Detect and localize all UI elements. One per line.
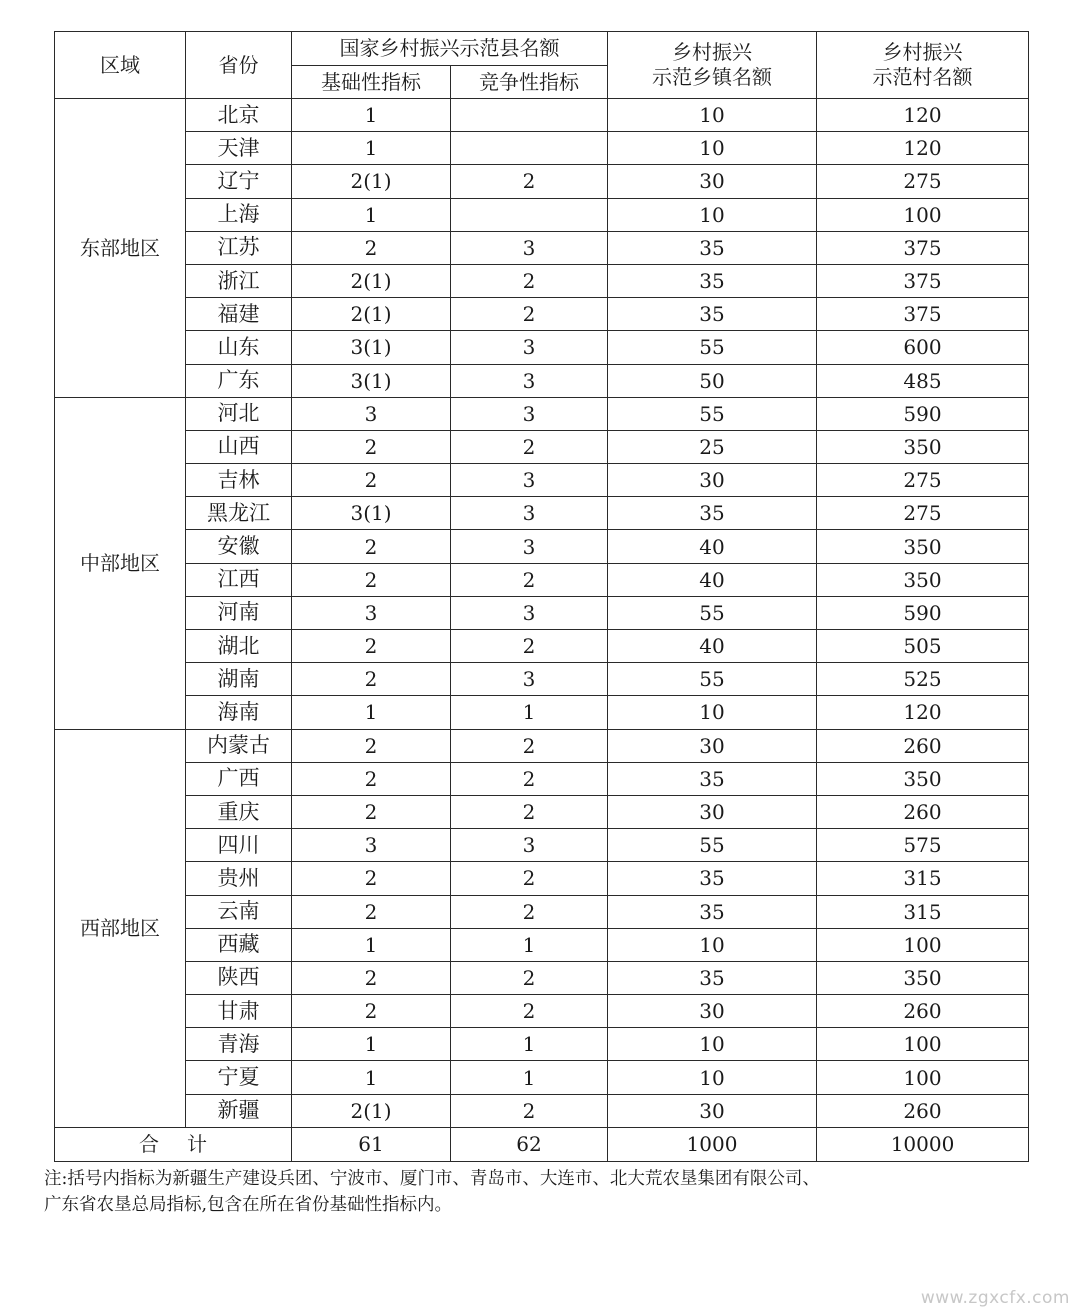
- basic-indicator-cell: 2(1): [292, 165, 451, 198]
- province-cell: 云南: [186, 895, 292, 928]
- table-row: [55, 762, 1029, 795]
- province-cell: 上海: [186, 198, 292, 231]
- basic-indicator-cell: 2: [292, 530, 451, 563]
- province-cell: 广西: [186, 762, 292, 795]
- header-village: [817, 32, 1029, 99]
- competitive-indicator-cell: 3: [451, 497, 608, 530]
- township-quota-cell: 10: [608, 696, 817, 729]
- competitive-indicator-cell: 2: [451, 995, 608, 1028]
- competitive-indicator-cell: 2: [451, 961, 608, 994]
- province-cell: 辽宁: [186, 165, 292, 198]
- township-quota-cell: 25: [608, 430, 817, 463]
- region-cell: 东部地区: [55, 99, 186, 398]
- competitive-indicator-cell: 3: [451, 231, 608, 264]
- competitive-indicator-cell: 2: [451, 264, 608, 297]
- village-quota-cell: 350: [817, 762, 1029, 795]
- table-body: [55, 99, 1029, 1162]
- table-row: [55, 430, 1029, 463]
- basic-indicator-cell: 2: [292, 995, 451, 1028]
- competitive-indicator-cell: 2: [451, 630, 608, 663]
- province-cell: 西藏: [186, 928, 292, 961]
- township-quota-cell: 35: [608, 762, 817, 795]
- village-quota-cell: 120: [817, 99, 1029, 132]
- village-quota-cell: 350: [817, 430, 1029, 463]
- basic-indicator-cell: 3: [292, 596, 451, 629]
- basic-indicator-cell: 2: [292, 762, 451, 795]
- competitive-indicator-cell: 3: [451, 364, 608, 397]
- competitive-indicator-cell: [451, 198, 608, 231]
- basic-indicator-cell: 2: [292, 895, 451, 928]
- basic-indicator-cell: 1: [292, 198, 451, 231]
- province-cell: 北京: [186, 99, 292, 132]
- province-cell: 四川: [186, 829, 292, 862]
- basic-indicator-cell: 3(1): [292, 331, 451, 364]
- basic-indicator-cell: 2: [292, 862, 451, 895]
- township-quota-cell: 40: [608, 530, 817, 563]
- competitive-indicator-cell: 1: [451, 1028, 608, 1061]
- competitive-indicator-cell: 2: [451, 165, 608, 198]
- basic-indicator-cell: 2(1): [292, 1094, 451, 1127]
- province-cell: 甘肃: [186, 995, 292, 1028]
- township-quota-cell: 35: [608, 497, 817, 530]
- competitive-indicator-cell: 3: [451, 331, 608, 364]
- village-quota-cell: 375: [817, 264, 1029, 297]
- competitive-indicator-cell: 2: [451, 762, 608, 795]
- total-row: [55, 1127, 1029, 1161]
- township-quota-cell: 35: [608, 961, 817, 994]
- region-cell: 西部地区: [55, 729, 186, 1127]
- basic-indicator-cell: 2: [292, 961, 451, 994]
- township-quota-cell: 30: [608, 729, 817, 762]
- header-region: 区域: [55, 32, 186, 99]
- table-row: [55, 1061, 1029, 1094]
- village-quota-cell: 275: [817, 165, 1029, 198]
- village-quota-cell: 275: [817, 464, 1029, 497]
- province-cell: 天津: [186, 132, 292, 165]
- basic-indicator-cell: 2: [292, 795, 451, 828]
- table-row: [55, 729, 1029, 762]
- township-quota-cell: 35: [608, 895, 817, 928]
- header-township-line1: 乡村振兴: [672, 40, 752, 64]
- village-quota-cell: 525: [817, 663, 1029, 696]
- quota-table: [54, 31, 1029, 1162]
- table-row: [55, 497, 1029, 530]
- village-quota-cell: 375: [817, 298, 1029, 331]
- township-quota-cell: 30: [608, 165, 817, 198]
- village-quota-cell: 350: [817, 961, 1029, 994]
- province-cell: 重庆: [186, 795, 292, 828]
- competitive-indicator-cell: 2: [451, 729, 608, 762]
- province-cell: 新疆: [186, 1094, 292, 1127]
- village-quota-cell: 100: [817, 1061, 1029, 1094]
- village-quota-cell: 120: [817, 696, 1029, 729]
- basic-indicator-cell: 1: [292, 99, 451, 132]
- table-row: [55, 795, 1029, 828]
- competitive-indicator-cell: 3: [451, 596, 608, 629]
- total-township-cell: 1000: [608, 1127, 817, 1161]
- table-row: [55, 132, 1029, 165]
- township-quota-cell: 10: [608, 1028, 817, 1061]
- table-row: [55, 961, 1029, 994]
- township-quota-cell: 30: [608, 1094, 817, 1127]
- township-quota-cell: 10: [608, 198, 817, 231]
- watermark: www.zgxcfx.com: [920, 1288, 1070, 1308]
- village-quota-cell: 590: [817, 596, 1029, 629]
- province-cell: 湖北: [186, 630, 292, 663]
- village-quota-cell: 260: [817, 1094, 1029, 1127]
- table-row: [55, 995, 1029, 1028]
- village-quota-cell: 375: [817, 231, 1029, 264]
- footnote-line-1: 注:括号内指标为新疆生产建设兵团、宁波市、厦门市、青岛市、大连市、北大荒农垦集团有限公司、: [44, 1169, 820, 1189]
- village-quota-cell: 260: [817, 729, 1029, 762]
- table-row: [55, 99, 1029, 132]
- header-county-group: 国家乡村振兴示范县名额: [292, 32, 608, 66]
- basic-indicator-cell: 2: [292, 464, 451, 497]
- header-county-basic: 基础性指标: [292, 66, 451, 99]
- basic-indicator-cell: 3(1): [292, 497, 451, 530]
- province-cell: 安徽: [186, 530, 292, 563]
- header-county-competitive: 竞争性指标: [451, 66, 608, 99]
- total-label: 合计: [139, 1132, 235, 1157]
- competitive-indicator-cell: 3: [451, 397, 608, 430]
- township-quota-cell: 40: [608, 563, 817, 596]
- footnote-line-2: 广东省农垦总局指标,包含在所在省份基础性指标内。: [44, 1195, 453, 1215]
- province-cell: 山西: [186, 430, 292, 463]
- competitive-indicator-cell: 2: [451, 895, 608, 928]
- competitive-indicator-cell: 2: [451, 795, 608, 828]
- header-province: 省份: [186, 32, 292, 99]
- basic-indicator-cell: 3(1): [292, 364, 451, 397]
- basic-indicator-cell: 1: [292, 928, 451, 961]
- village-quota-cell: 315: [817, 895, 1029, 928]
- table-row: [55, 1028, 1029, 1061]
- header-township-line2: 示范乡镇名额: [652, 65, 772, 89]
- village-quota-cell: 350: [817, 563, 1029, 596]
- table-row: [55, 231, 1029, 264]
- basic-indicator-cell: 2: [292, 729, 451, 762]
- village-quota-cell: 260: [817, 795, 1029, 828]
- basic-indicator-cell: 1: [292, 696, 451, 729]
- province-cell: 贵州: [186, 862, 292, 895]
- table-row: [55, 928, 1029, 961]
- province-cell: 青海: [186, 1028, 292, 1061]
- township-quota-cell: 35: [608, 862, 817, 895]
- township-quota-cell: 55: [608, 331, 817, 364]
- basic-indicator-cell: 1: [292, 1028, 451, 1061]
- table-row: [55, 696, 1029, 729]
- township-quota-cell: 35: [608, 231, 817, 264]
- province-cell: 河南: [186, 596, 292, 629]
- table-row: [55, 198, 1029, 231]
- footnote: [44, 1166, 1034, 1218]
- province-cell: 宁夏: [186, 1061, 292, 1094]
- village-quota-cell: 350: [817, 530, 1029, 563]
- table-row: [55, 464, 1029, 497]
- province-cell: 湖南: [186, 663, 292, 696]
- header-township: [608, 32, 817, 99]
- competitive-indicator-cell: 3: [451, 829, 608, 862]
- basic-indicator-cell: 2: [292, 231, 451, 264]
- township-quota-cell: 10: [608, 1061, 817, 1094]
- township-quota-cell: 10: [608, 99, 817, 132]
- competitive-indicator-cell: 2: [451, 862, 608, 895]
- basic-indicator-cell: 1: [292, 132, 451, 165]
- province-cell: 陕西: [186, 961, 292, 994]
- township-quota-cell: 10: [608, 928, 817, 961]
- province-cell: 吉林: [186, 464, 292, 497]
- village-quota-cell: 120: [817, 132, 1029, 165]
- competitive-indicator-cell: 2: [451, 1094, 608, 1127]
- competitive-indicator-cell: 1: [451, 928, 608, 961]
- basic-indicator-cell: 2(1): [292, 298, 451, 331]
- village-quota-cell: 275: [817, 497, 1029, 530]
- basic-indicator-cell: 2: [292, 663, 451, 696]
- basic-indicator-cell: 3: [292, 829, 451, 862]
- basic-indicator-cell: 2: [292, 430, 451, 463]
- township-quota-cell: 30: [608, 995, 817, 1028]
- township-quota-cell: 10: [608, 132, 817, 165]
- basic-indicator-cell: 2: [292, 563, 451, 596]
- table-row: [55, 165, 1029, 198]
- basic-indicator-cell: 2: [292, 630, 451, 663]
- competitive-indicator-cell: 3: [451, 464, 608, 497]
- village-quota-cell: 260: [817, 995, 1029, 1028]
- table-row: [55, 1094, 1029, 1127]
- table-row: [55, 596, 1029, 629]
- province-cell: 内蒙古: [186, 729, 292, 762]
- province-cell: 河北: [186, 397, 292, 430]
- village-quota-cell: 100: [817, 198, 1029, 231]
- village-quota-cell: 100: [817, 1028, 1029, 1061]
- township-quota-cell: 30: [608, 464, 817, 497]
- township-quota-cell: 55: [608, 829, 817, 862]
- competitive-indicator-cell: [451, 132, 608, 165]
- basic-indicator-cell: 3: [292, 397, 451, 430]
- village-quota-cell: 100: [817, 928, 1029, 961]
- township-quota-cell: 35: [608, 264, 817, 297]
- table-row: [55, 530, 1029, 563]
- township-quota-cell: 55: [608, 397, 817, 430]
- table-row: [55, 630, 1029, 663]
- basic-indicator-cell: 1: [292, 1061, 451, 1094]
- village-quota-cell: 590: [817, 397, 1029, 430]
- competitive-indicator-cell: 2: [451, 563, 608, 596]
- basic-indicator-cell: 2(1): [292, 264, 451, 297]
- table-row: [55, 829, 1029, 862]
- province-cell: 福建: [186, 298, 292, 331]
- township-quota-cell: 50: [608, 364, 817, 397]
- province-cell: 山东: [186, 331, 292, 364]
- village-quota-cell: 600: [817, 331, 1029, 364]
- village-quota-cell: 485: [817, 364, 1029, 397]
- competitive-indicator-cell: [451, 99, 608, 132]
- township-quota-cell: 55: [608, 663, 817, 696]
- total-village-cell: 10000: [817, 1127, 1029, 1161]
- total-label-cell: [55, 1127, 292, 1161]
- competitive-indicator-cell: 2: [451, 298, 608, 331]
- total-basic-cell: 61: [292, 1127, 451, 1161]
- header-village-line2: 示范村名额: [872, 65, 973, 89]
- province-cell: 海南: [186, 696, 292, 729]
- competitive-indicator-cell: 1: [451, 1061, 608, 1094]
- competitive-indicator-cell: 3: [451, 530, 608, 563]
- table-row: [55, 563, 1029, 596]
- table-row: [55, 331, 1029, 364]
- total-competitive-cell: 62: [451, 1127, 608, 1161]
- table-row: [55, 397, 1029, 430]
- township-quota-cell: 55: [608, 596, 817, 629]
- region-cell: 中部地区: [55, 397, 186, 729]
- province-cell: 江西: [186, 563, 292, 596]
- table-row: [55, 895, 1029, 928]
- table-row: [55, 663, 1029, 696]
- table-row: [55, 862, 1029, 895]
- province-cell: 黑龙江: [186, 497, 292, 530]
- township-quota-cell: 35: [608, 298, 817, 331]
- township-quota-cell: 30: [608, 795, 817, 828]
- province-cell: 广东: [186, 364, 292, 397]
- village-quota-cell: 505: [817, 630, 1029, 663]
- table-row: [55, 364, 1029, 397]
- village-quota-cell: 575: [817, 829, 1029, 862]
- table-header: [55, 32, 1029, 99]
- province-cell: 江苏: [186, 231, 292, 264]
- table-row: [55, 264, 1029, 297]
- competitive-indicator-cell: 3: [451, 663, 608, 696]
- village-quota-cell: 315: [817, 862, 1029, 895]
- province-cell: 浙江: [186, 264, 292, 297]
- header-village-line1: 乡村振兴: [882, 40, 963, 64]
- competitive-indicator-cell: 1: [451, 696, 608, 729]
- township-quota-cell: 40: [608, 630, 817, 663]
- table-row: [55, 298, 1029, 331]
- competitive-indicator-cell: 2: [451, 430, 608, 463]
